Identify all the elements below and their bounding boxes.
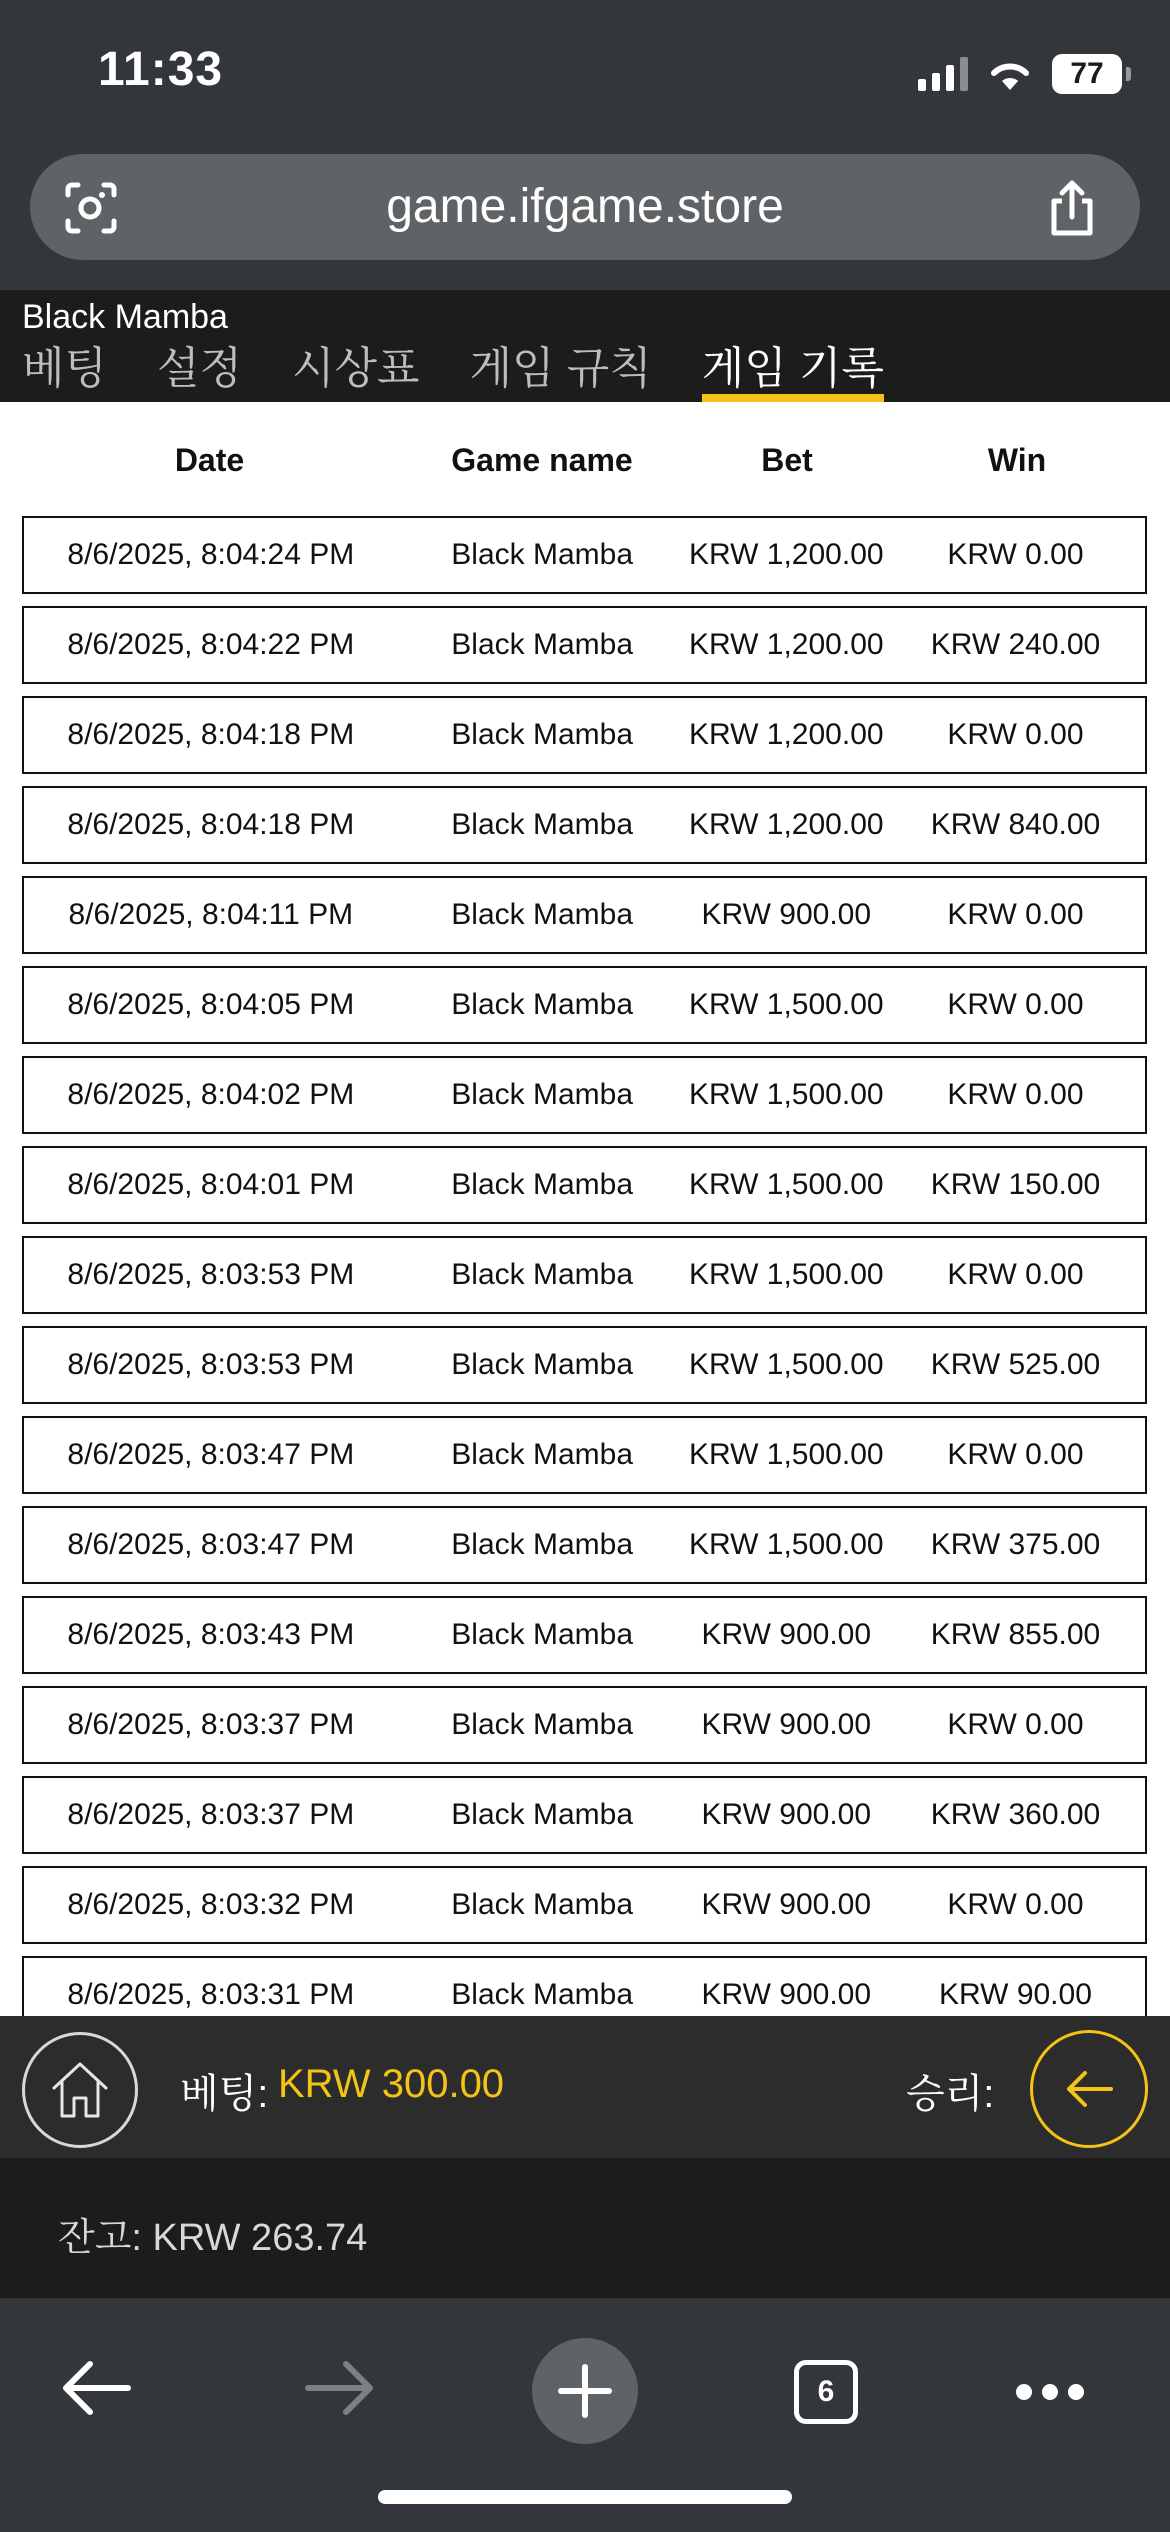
cell-date: 8/6/2025, 8:04:01 PM <box>67 1168 355 1201</box>
cell-game-name: Black Mamba <box>451 1618 634 1651</box>
cell-date: 8/6/2025, 8:04:05 PM <box>67 988 355 1021</box>
cell-win: KRW 0.00 <box>947 1258 1084 1291</box>
table-row[interactable] <box>22 1956 1147 2016</box>
cell-bet: KRW 1,500.00 <box>689 1348 884 1381</box>
tab-count: 6 <box>817 2375 835 2408</box>
more-icon[interactable] <box>1016 2384 1084 2400</box>
cell-bet: KRW 900.00 <box>701 1708 872 1741</box>
home-icon <box>46 2056 114 2124</box>
cell-date: 8/6/2025, 8:04:18 PM <box>67 718 355 751</box>
cell-date: 8/6/2025, 8:03:53 PM <box>67 1348 355 1381</box>
tab-settings[interactable]: 설정 <box>157 344 243 393</box>
cell-date: 8/6/2025, 8:03:37 PM <box>67 1798 355 1831</box>
cell-win: KRW 525.00 <box>930 1348 1101 1381</box>
cell-game-name: Black Mamba <box>451 1438 634 1471</box>
cell-bet: KRW 1,500.00 <box>689 1528 884 1561</box>
game-header <box>0 290 1170 402</box>
cell-win: KRW 0.00 <box>947 898 1084 931</box>
cell-date: 8/6/2025, 8:03:37 PM <box>67 1708 355 1741</box>
bet-bar <box>0 2016 1170 2158</box>
cell-win: KRW 855.00 <box>930 1618 1101 1651</box>
status-time: 11:33 <box>98 43 224 96</box>
cell-date: 8/6/2025, 8:03:31 PM <box>67 1978 355 2011</box>
cell-game-name: Black Mamba <box>451 898 634 931</box>
cell-win: KRW 0.00 <box>947 538 1084 571</box>
cell-bet: KRW 1,500.00 <box>689 1168 884 1201</box>
column-header-bet: Bet <box>761 441 813 478</box>
table-row[interactable] <box>22 1866 1147 1944</box>
tab-bet[interactable]: 베팅 <box>22 344 108 393</box>
cell-date: 8/6/2025, 8:03:47 PM <box>67 1438 355 1471</box>
cell-game-name: Black Mamba <box>451 1708 634 1741</box>
column-header-game-name: Game name <box>451 441 633 478</box>
cell-win: KRW 0.00 <box>947 988 1084 1021</box>
table-row[interactable] <box>22 1146 1147 1224</box>
column-header-win: Win <box>987 441 1047 478</box>
game-history-table <box>0 402 1170 2016</box>
cell-bet: KRW 1,500.00 <box>689 1078 884 1111</box>
signal-icon <box>918 57 968 91</box>
cell-date: 8/6/2025, 8:04:02 PM <box>67 1078 355 1111</box>
new-tab-button[interactable] <box>532 2338 638 2444</box>
table-row[interactable] <box>22 606 1147 684</box>
cell-bet: KRW 1,200.00 <box>689 628 884 661</box>
column-header-date: Date <box>174 441 245 478</box>
cell-win: KRW 240.00 <box>930 628 1101 661</box>
cell-game-name: Black Mamba <box>451 1258 634 1291</box>
table-row[interactable] <box>22 1596 1147 1674</box>
cell-bet: KRW 1,500.00 <box>689 988 884 1021</box>
home-button[interactable] <box>22 2032 138 2148</box>
cell-bet: KRW 900.00 <box>701 1798 872 1831</box>
cell-game-name: Black Mamba <box>451 538 634 571</box>
cell-win: KRW 90.00 <box>939 1978 1092 2011</box>
cell-bet: KRW 900.00 <box>701 1618 872 1651</box>
table-row[interactable] <box>22 1686 1147 1764</box>
cell-game-name: Black Mamba <box>451 1168 634 1201</box>
table-row[interactable] <box>22 1326 1147 1404</box>
cell-win: KRW 840.00 <box>930 808 1101 841</box>
browser-address-area <box>0 150 1170 290</box>
cell-win: KRW 150.00 <box>930 1168 1101 1201</box>
table-row[interactable] <box>22 876 1147 954</box>
table-row[interactable] <box>22 966 1147 1044</box>
cell-game-name: Black Mamba <box>451 1078 634 1111</box>
cell-bet: KRW 900.00 <box>701 898 872 931</box>
wifi-icon <box>988 57 1032 91</box>
share-icon[interactable] <box>1044 179 1100 237</box>
table-row[interactable] <box>22 1056 1147 1134</box>
cell-date: 8/6/2025, 8:03:53 PM <box>67 1258 355 1291</box>
cell-game-name: Black Mamba <box>451 718 634 751</box>
browser-back-icon[interactable] <box>60 2360 132 2416</box>
cell-game-name: Black Mamba <box>451 1348 634 1381</box>
table-row[interactable] <box>22 1506 1147 1584</box>
home-indicator[interactable] <box>378 2490 792 2504</box>
table-row[interactable] <box>22 696 1147 774</box>
cell-win: KRW 0.00 <box>947 1888 1084 1921</box>
cell-bet: KRW 1,500.00 <box>689 1258 884 1291</box>
bet-label: 베팅: <box>180 2072 269 2116</box>
cell-win: KRW 375.00 <box>930 1528 1101 1561</box>
browser-forward-icon[interactable] <box>304 2360 376 2416</box>
plus-icon <box>557 2363 613 2419</box>
cell-win: KRW 0.00 <box>947 1438 1084 1471</box>
cell-bet: KRW 1,200.00 <box>689 718 884 751</box>
cell-date: 8/6/2025, 8:04:24 PM <box>67 538 355 571</box>
cell-game-name: Black Mamba <box>451 808 634 841</box>
balance-text: 잔고: KRW 263.74 <box>58 2217 368 2259</box>
cell-bet: KRW 1,500.00 <box>689 1438 884 1471</box>
table-row[interactable] <box>22 516 1147 594</box>
tab-paytable[interactable]: 시상표 <box>292 344 420 393</box>
cell-bet: KRW 900.00 <box>701 1888 872 1921</box>
cell-date: 8/6/2025, 8:03:32 PM <box>67 1888 355 1921</box>
cell-game-name: Black Mamba <box>451 628 634 661</box>
cell-bet: KRW 1,200.00 <box>689 538 884 571</box>
cell-win: KRW 0.00 <box>947 1078 1084 1111</box>
cell-date: 8/6/2025, 8:04:11 PM <box>68 898 354 931</box>
cell-date: 8/6/2025, 8:03:43 PM <box>67 1618 355 1651</box>
back-button[interactable] <box>1030 2030 1148 2148</box>
balance-bar <box>0 2158 1170 2298</box>
tabs-button[interactable] <box>794 2360 858 2424</box>
cell-win: KRW 0.00 <box>947 718 1084 751</box>
tab-game-history[interactable]: 게임 기록 <box>702 344 884 400</box>
address-bar[interactable] <box>30 154 1140 260</box>
table-row[interactable] <box>22 1236 1147 1314</box>
status-icons <box>918 50 1122 98</box>
cell-win: KRW 360.00 <box>930 1798 1101 1831</box>
cell-win: KRW 0.00 <box>947 1708 1084 1741</box>
tab-game-rules[interactable]: 게임 규칙 <box>469 344 652 393</box>
cell-date: 8/6/2025, 8:04:22 PM <box>67 628 355 661</box>
cell-bet: KRW 900.00 <box>701 1978 872 2011</box>
arrow-left-icon <box>1059 2059 1119 2119</box>
cell-bet: KRW 1,200.00 <box>689 808 884 841</box>
cell-game-name: Black Mamba <box>451 1888 634 1921</box>
cell-game-name: Black Mamba <box>451 1978 634 2011</box>
table-row[interactable] <box>22 786 1147 864</box>
game-title: Black Mamba <box>22 298 228 336</box>
table-row[interactable] <box>22 1416 1147 1494</box>
table-row[interactable] <box>22 1776 1147 1854</box>
win-label: 승리: <box>906 2072 995 2116</box>
cell-game-name: Black Mamba <box>451 988 634 1021</box>
cell-game-name: Black Mamba <box>451 1528 634 1561</box>
table-rows <box>22 516 1147 2016</box>
cell-date: 8/6/2025, 8:04:18 PM <box>67 808 355 841</box>
url-text[interactable]: game.ifgame.store <box>386 180 784 233</box>
battery-level: 77 <box>1070 57 1104 90</box>
bet-value: KRW 300.00 <box>278 2062 505 2106</box>
battery-icon <box>1052 54 1122 94</box>
cell-date: 8/6/2025, 8:03:47 PM <box>67 1528 355 1561</box>
game-tabs <box>22 344 934 400</box>
table-header <box>22 430 1147 490</box>
cell-game-name: Black Mamba <box>451 1798 634 1831</box>
status-bar <box>0 0 1170 150</box>
